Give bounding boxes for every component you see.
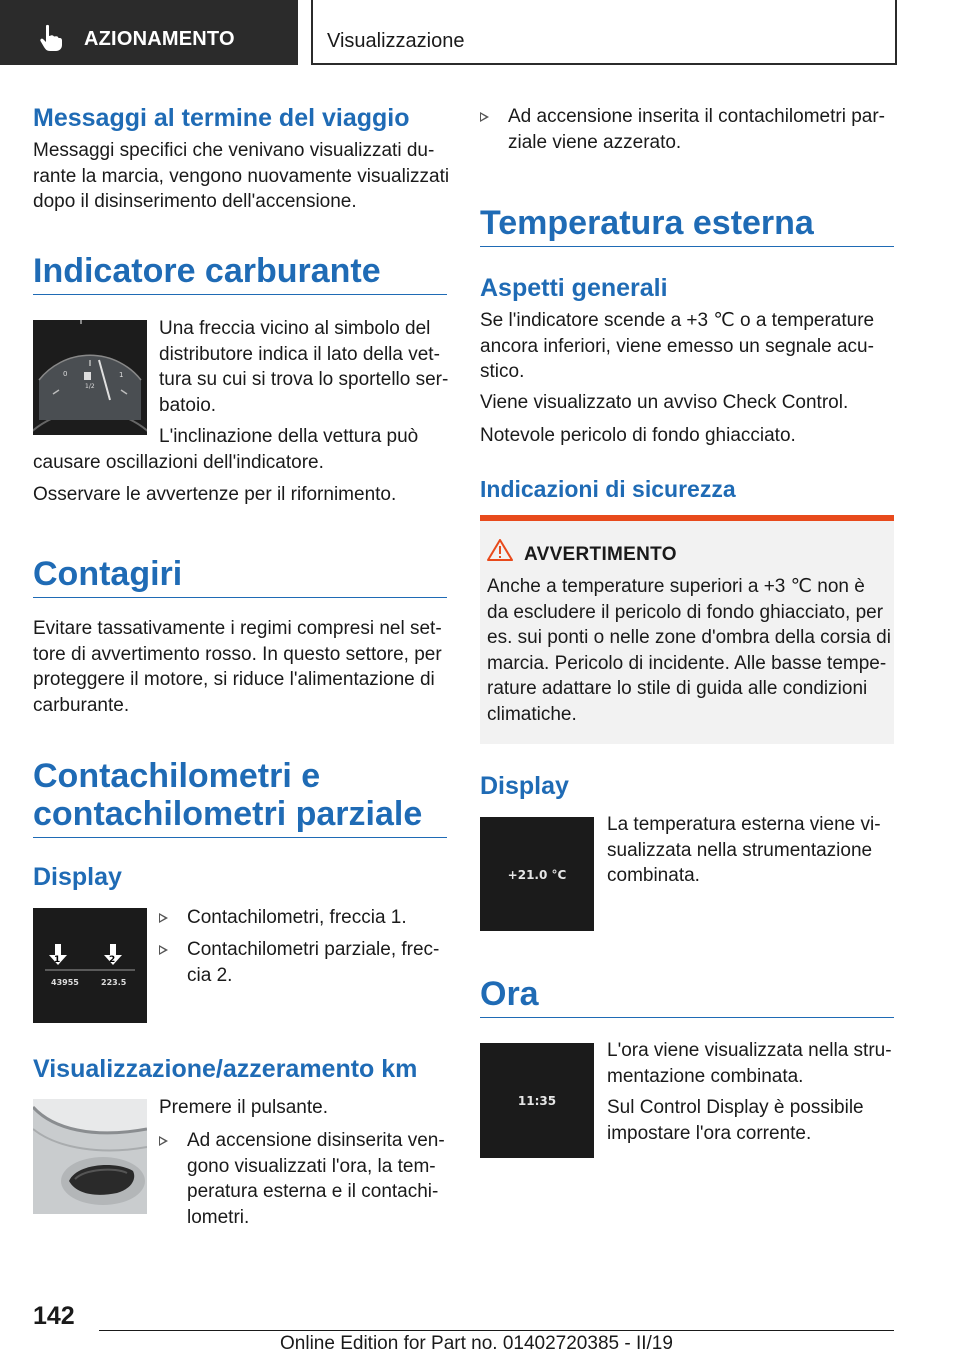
fuel-zero-label: 0: [63, 370, 68, 378]
warning-triangle-icon: [487, 539, 513, 561]
para-tachometer: Evitare tassativamente i regimi compresi nel set- tore di avvertimento rosso. In questo settore, per proteggere il motore, si riduce l'alimentazione di carburante.: [33, 618, 442, 716]
hand-pointer-icon: [38, 24, 64, 52]
para-fuel-arrow: Una freccia vicino al simbolo del distributore indica il lato della vet- tura su cui si trova lo sportello ser- batoio.: [159, 318, 449, 416]
heading-odometer: Contachilometri e contachilometri parziale: [33, 757, 447, 838]
para-check-control: Viene visualizzato un avviso Check Control.: [480, 392, 849, 413]
fuel-half-label: 1/2: [85, 383, 95, 390]
warning-text: Anche a temperature superiori a +3 ℃ non è da escludere il pericolo di fondo ghiacciato, per es. sui ponti o nelle zone d'ombra della corsia di marcia. Pericolo di incidente. Alle basse tempe- rature adattare lo stile di guida alle condizioni climatiche.: [487, 576, 891, 725]
bullet-reset-1: Ad accensione disinserita ven- gono visualizzati l'ora, la tem- peratura esterna e il contachi- lometri.: [159, 1128, 477, 1230]
bullet-odometer-2: Contachilometri parziale, frec- cia 2.: [159, 937, 477, 988]
odo-total-value: 43955: [51, 978, 79, 987]
edition-footer: Online Edition for Part no. 01402720385 - II/19: [280, 1333, 673, 1354]
bullet-odometer-1: Contachilometri, freccia 1.: [159, 905, 477, 931]
section-tab: [311, 0, 897, 65]
para-temperature-signal: Se l'indicatore scende a +3 ℃ o a temperature ancora inferiori, viene emesso un segnale acu- stico.: [480, 310, 875, 382]
odo-arrow2-label: 2: [109, 955, 116, 965]
para-trip-messages: Messaggi specifici che venivano visualizzati du- rante la marcia, vengono nuovamente visualizzati dopo il disinserimento dell'accensione.: [33, 140, 450, 212]
section-title: Visualizzazione: [327, 30, 465, 52]
triangle-bullet-icon: [159, 1136, 168, 1146]
heading-general: Aspetti generali: [480, 274, 668, 302]
warning-title: AVVERTIMENTO: [524, 544, 677, 565]
heading-time: Ora: [480, 975, 894, 1018]
odo-trip-value: 223.5: [101, 978, 127, 987]
heading-km-reset: Visualizzazione/azzeramento km: [33, 1055, 418, 1083]
triangle-bullet-icon: [480, 112, 489, 122]
reset-button-image: [33, 1099, 147, 1214]
heading-outside-temperature: Temperatura esterna: [480, 204, 894, 247]
para-press-button: Premere il pulsante.: [159, 1097, 328, 1118]
triangle-bullet-icon: [159, 913, 168, 923]
para-ice-danger: Notevole pericolo di fondo ghiacciato.: [480, 425, 796, 446]
para-time-set: Sul Control Display è possibile impostare l'ora corrente.: [607, 1097, 864, 1144]
heading-trip-messages: Messaggi al termine del viaggio: [33, 104, 410, 132]
fuel-gauge-image: [33, 320, 147, 435]
page-number: 142: [33, 1302, 75, 1330]
para-fuel-tilt-1: L'inclinazione della vettura può: [159, 426, 419, 447]
chapter-tab: [0, 0, 298, 65]
time-value: 11:35: [517, 1094, 557, 1108]
heading-temperature-display: Display: [480, 772, 569, 800]
temperature-value: +21.0 °C: [507, 868, 567, 882]
heading-safety: Indicazioni di sicurezza: [480, 476, 736, 502]
heading-fuel-gauge: Indicatore carburante: [33, 252, 447, 295]
para-fuel-tilt-2: causare oscillazioni dell'indicatore.: [33, 452, 324, 473]
para-temperature-display: La temperatura esterna viene vi- sualizzata nella strumentazione combinata.: [607, 814, 881, 886]
heading-odometer-display: Display: [33, 863, 122, 891]
footer-divider: [99, 1330, 894, 1331]
para-fuel-refuel: Osservare le avvertenze per il rifornimento.: [33, 484, 397, 505]
odo-arrow1-label: 1: [54, 955, 61, 965]
triangle-bullet-icon: [159, 945, 168, 955]
chapter-title: AZIONAMENTO: [84, 28, 235, 50]
bullet-reset-2: Ad accensione inserita il contachilometri par- ziale viene azzerato.: [480, 104, 922, 155]
para-time-display: L'ora viene visualizzata nella stru- mentazione combinata.: [607, 1040, 892, 1087]
time-display-image: [480, 1043, 594, 1158]
heading-tachometer: Contagiri: [33, 555, 447, 598]
temperature-display-image: [480, 817, 594, 931]
odometer-image: [33, 908, 147, 1023]
fuel-one-label: 1: [119, 371, 124, 379]
